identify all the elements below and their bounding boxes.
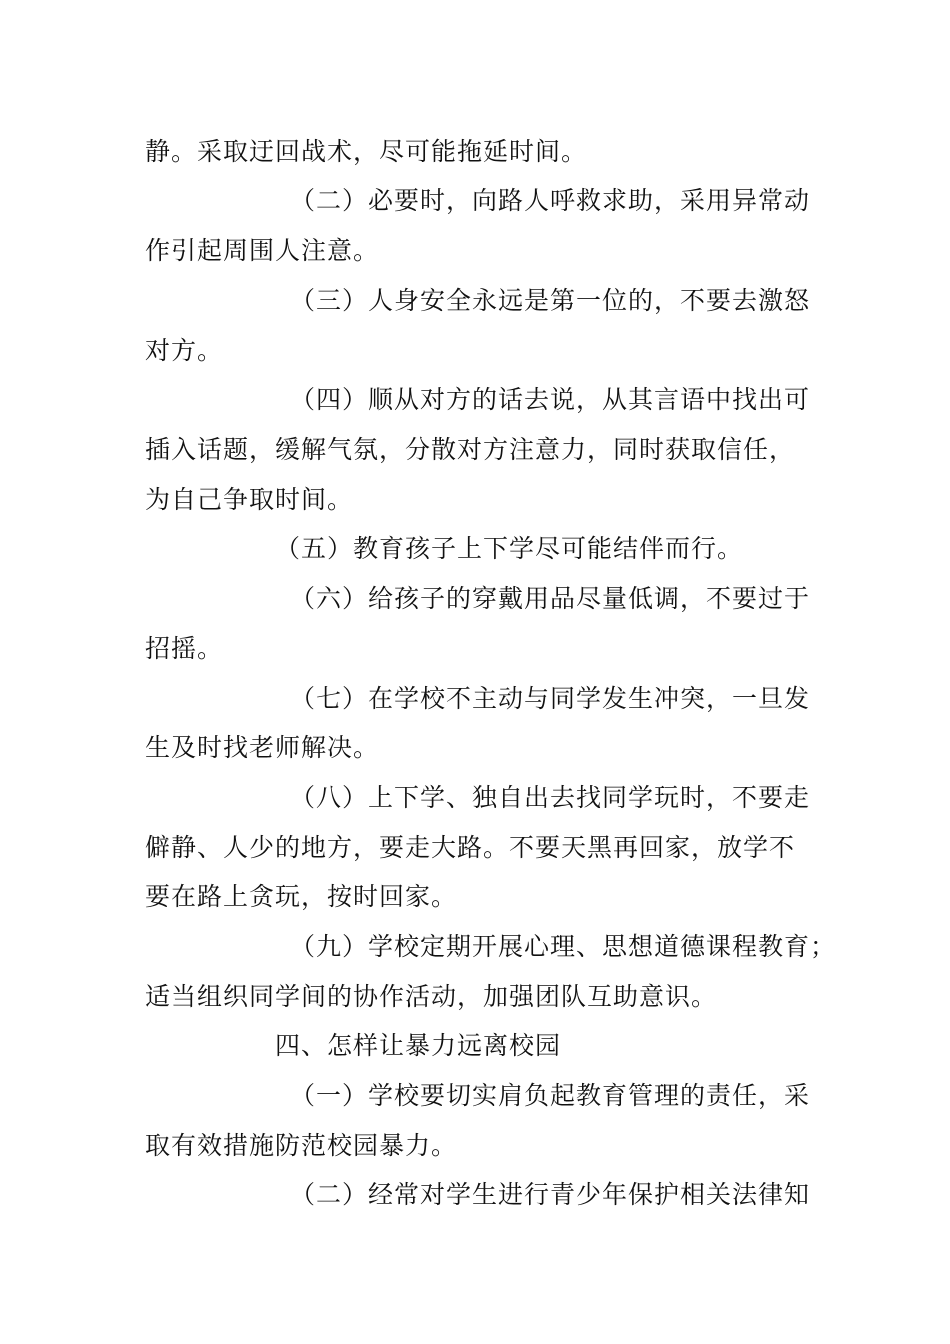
- text-line: 取有效措施防范校园暴力。: [145, 1131, 458, 1160]
- section-heading: 四、怎样让暴力远离校园: [275, 1031, 562, 1060]
- text-line: （五）教育孩子上下学尽可能结伴而行。: [275, 534, 744, 563]
- text-line: （九）学校定期开展心理、思想道德课程教育；: [290, 932, 837, 961]
- text-line: 招摇。: [145, 634, 224, 663]
- text-line: （三）人身安全永远是第一位的，不要去激怒: [290, 286, 811, 315]
- text-line: （二）必要时，向路人呼救求助，采用异常动: [290, 186, 811, 215]
- text-line: （七）在学校不主动与同学发生冲突，一旦发: [290, 684, 811, 713]
- text-line: 适当组织同学间的协作活动，加强团队互助意识。: [145, 982, 718, 1011]
- text-line: （八）上下学、独自出去找同学玩时，不要走: [290, 783, 811, 812]
- text-line: 作引起周围人注意。: [145, 236, 380, 265]
- text-line: （二）经常对学生进行青少年保护相关法律知: [290, 1180, 811, 1209]
- text-line: 静。采取迂回战术，尽可能拖延时间。: [145, 137, 588, 166]
- text-line: 为自己争取时间。: [145, 485, 354, 514]
- text-line: （一）学校要切实肩负起教育管理的责任，采: [290, 1081, 811, 1110]
- text-line: （四）顺从对方的话去说，从其言语中找出可: [290, 385, 811, 414]
- text-line: 插入话题，缓解气氛，分散对方注意力，同时获取信任，: [145, 435, 796, 464]
- text-line: 生及时找老师解决。: [145, 733, 380, 762]
- text-line: 对方。: [145, 336, 224, 365]
- text-line: 要在路上贪玩，按时回家。: [145, 882, 458, 911]
- text-line: 僻静、人少的地方，要走大路。不要天黑再回家，放学不: [145, 833, 796, 862]
- text-line: （六）给孩子的穿戴用品尽量低调，不要过于: [290, 584, 811, 613]
